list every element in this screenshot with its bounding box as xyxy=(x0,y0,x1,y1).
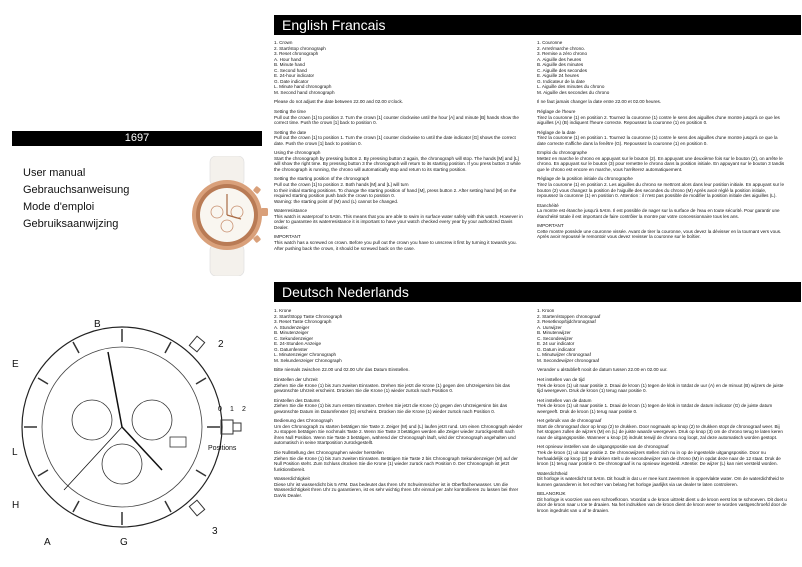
german-parts-list: 1. Krone 2. Start/Stopp Taste Chronograph 3. Reset Taste Chronograph A. Stundenzeiger B. Minutenzeiger C. Sekundenzeiger E. 24-Stunden Anzeige G. Datumfenster L. Minutenzeiger Chronograph M. Sekundenzeiger Chronograph xyxy=(274,308,343,363)
label-L: L xyxy=(12,447,18,458)
french-parts-list: 1. Couronne 2. Arret/marche chrono. 3. Remise a zéro chrono A. Aiguille des heures B. Aiguille des minutes C. Aiguille des secondes E. Aiguille 24 heures G. Indicateur de la date L. Aiguille des minutes du chrono M. Aiguille des secondes du chrono xyxy=(537,40,610,95)
dutch-setting-time: Het instellen van de tijd Trek de kroon (1) uit naar positie 2. Draai de kroon (1) tegen de klok in totdat de uur (A) en de minuut (B) wijzers de juiste tijd weergeven. Druk de kroon (1) terug naar positie 0. xyxy=(537,377,784,394)
french-important: IMPORTANT Cette montre possède une couronne vissée. Avant de tirer la couronne, vous devez la dévisser en la tournant vers vous. Après avoir repoussé le remontoir vous devez revisser la couronne sur le boîtier. xyxy=(537,223,782,240)
french-using-chronograph: Emploi du chronographe Mettez en marche le chrono en appuyant sur le bouton (2). En appuyant une deuxième fois sur le bouton (2), on arrête le chrono. En appuyant sur le bouton (3) pour remettre le chrono dans la position initiale. En appuyant sur le bouton 3 tandis que le chrono est encore en marche, vous l'arrêterez automatiquement. xyxy=(537,150,785,172)
english-waterresistance: Waterresistance This watch is waterproof to 5Atm. This means that you are able to swim in surface water safely with this watch. However in order to guarantee its waterresistance it is important to have your watch checked every year by your authorized Davis Dealer. xyxy=(274,208,523,230)
french-starting-position: Réglage de la position initiale du chronographe Tirez la couronne (1) en position 2. Les aiguilles du chrono se mettront alors dans leur position initiale. En appuyant sur le bouton (2) vous changez la position de l'aiguille des secondes du chrono (M) Après avoir réglé la position initiale, repoussez la couronne (1) en position 0. Attention : il n'est pas possible de modifier la position initiale des aiguilles (L). xyxy=(537,176,785,199)
french-setting-date: Réglage de la date Tirez la couronne (1) en position 1. Tournez la couronne (1) contre le sens des aiguilles d'une montre jusqu'à ce que la date correcte s'affiche dans la fenêtre (G). Repoussez la couronne (1) en position 0. xyxy=(537,129,778,146)
german-date-warning: Bitte niemals zwischen 22.00 und 02.00 Uhr das Datum Einstellen. xyxy=(274,367,410,373)
french-setting-time: Réglage de l'heure Tirez la couronne (1) en position 2. Tournez la couronne (1) contre le sens des aiguilles d'une montre jusqu'à ce que les aiguilles (A) (B) indiquent l'heure correcte. Repoussez la couronne (1) en position 0. xyxy=(537,109,780,126)
label-pos0: 0 xyxy=(218,406,222,413)
watch-diagram xyxy=(12,312,257,557)
section-title: Deutsch Nederlands xyxy=(282,284,409,300)
label-G: G xyxy=(120,537,128,548)
german-starting-position: Die Nullstellung des Chronographen wieder herstellen Ziehen Sie die Krone (1) bis zum zweiten Einrasten. Betätigen Sie Taste 2 bis Chronograph Sekundenzeiger (M) auf der Null Position steht. Zum Schluss drücken Sie die Krone (1) wieder zurück nach Position 0. Der Chronograph ist jetzt funktionsbereit. xyxy=(274,450,518,472)
german-using-chronograph: Bedienung des Chronograph Um den Chronograph zu starten betätigen Sie Taste 2. Zeiger (M) und (L) laufen jetzt rund. Um einen Chronograph wieder zu stoppen betätigen Sie nochmals Taste 2. Wenn Sie Taste 3 betätigen werden alle Zeiger wieder zurückgestellt nach ihren Null Position. Wenn Sie Taste 3 betätigen, während der Chronograph läuft, wird der Chronograph angehalten und automatisch in seine Startposition zurückgestellt. xyxy=(274,418,523,446)
english-setting-time: Setting the time Pull out the crown [1] to position 2. Turn the crown [1] counter clockwise until the hour [A] and minute [B] hands show the correct time. Push the crown [1] back to position 0. xyxy=(274,109,519,126)
dutch-parts-list: 1. Kroon 2. Starten/stoppen chronograaf 3. Resetknop/tijdchronograaf A. Uurwijzer B. Minutenwijzer C. Secondewijzer E. 24 uur indicator G. Datum indicator L. Minutwijzer chronograaf M. Secondewijzer chronograaf xyxy=(537,308,601,363)
label-H: H xyxy=(12,500,20,511)
dutch-date-warning: Verander u alstublieft nooit de datum tussen 22.00 en 02.00 uur. xyxy=(537,367,668,373)
german-setting-time: Einstellen der Uhrzeit Ziehen Sie die Krone (1) bis zum zweiten Einrasten. Drehen Sie jetzt die Krone (1) gegen den Uhrzeigersinn bis das gewünschte Uhrzeit erscheint. Drücken Sie die Krone (1) wieder zurück nach Position 0. xyxy=(274,377,510,394)
dutch-instructions xyxy=(537,308,787,518)
dutch-setting-date: Het instellen van de datum Trek de kroon (1) uit naar positie 1. Draai de kroon (1) tegen de klok in totdat de datum indicator (G) de juiste datum weergeeft. Druk de kroon (1) terug naar positie 0. xyxy=(537,397,773,414)
label-E: E xyxy=(12,359,19,370)
label-3: 3 xyxy=(212,526,218,537)
manual-title-german: Gebrauchsanweisung xyxy=(23,184,130,196)
manual-title-english: User manual xyxy=(23,167,86,179)
model-number: 1697 xyxy=(124,132,150,144)
french-date-warning: Il ne faut jamais changer la date entre 22.00 et 02.00 heures. xyxy=(537,99,662,105)
manual-title-french: Mode d'emploi xyxy=(23,201,95,213)
section-header-deutsch-nederlands xyxy=(274,282,801,302)
french-instructions xyxy=(537,40,787,244)
english-parts-list: 1. Crown 2. Start/stop chronograph 3. Reset chronograph A. Hour hand B. Minute hand C. Second hand E. 24-hour indicator G. Date indicator L. Minute hand chronograph M. Second hand chronograph xyxy=(274,40,335,95)
dutch-using-chronograph: Het gebruik van de chronograaf Start de chronograaf door op knop (2) te drukken. Door nogmaals op knop (2) te drukken stopt de chronograaf weer. Bij het stoppen zullen de wijzers (M) en (L) de juiste waarde weergeven. Druk op knop (3) om de chrono terug te laten keren naar de uitgangspositie. Wanneer u knop (3) indrukt terwijl de chrono nog loopt, zal deze automatisch worden gestopt. xyxy=(537,418,783,440)
label-pos1: 1 xyxy=(230,406,234,413)
label-A: A xyxy=(44,537,51,548)
dutch-important: BELANGRIJK Dit horloge is voorzien van een schroefkroon. Voordat u de kroon uittrekt dient u de kroon eerst los te schroeven. Dit doet u door de kroon naar u toe te draaien. Na het indrukken van de kroon dient de kroon weer te worden vastgeschroefd door de kroon ingedrukt van u af te draaien. xyxy=(537,491,787,513)
label-positions: Positions xyxy=(208,445,237,452)
german-waterresistance: Wasserdichtigkeit Diese Uhr ist wasserdicht bis 5 ATM. Das bedeutet das Ihren Uhr Schwimmsicher ist in Oberflächenwasser. Um die Wasserdichtigkeit Ihren Uhr zu garantieren, ist es sehr wichtig Ihren Uhr einmal per Jahr kontrollieren zu lassen bei Ihrer DaVis Dealer. xyxy=(274,476,519,498)
label-2: 2 xyxy=(218,339,224,350)
french-waterresistance: Etanchéité La montre est étanche jusqu'à 5Atm. Il est possible de nager sur la surface de l'eau en toute sécurité. Pour garantir une étanchéité totale il est important de faire contrôler la montre par votre concessionnaire tous les ans. xyxy=(537,202,780,219)
english-date-warning: Please do not adjust the date between 22.00 and 02.00 o'clock. xyxy=(274,99,404,105)
section-title: English Francais xyxy=(282,17,386,33)
english-setting-date: Setting the date Pull out the crown [1] to position 1. Turn the crown [1] counter clockwise to until the date indicator [G] shows the correct date. Push the crown [1] back to position 0. xyxy=(274,129,516,146)
watch-product-image xyxy=(183,156,273,276)
english-instructions xyxy=(274,40,524,255)
manual-title-dutch: Gebruiksaanwijzing xyxy=(23,218,119,230)
label-B: B xyxy=(94,319,101,330)
model-number-bar xyxy=(12,131,262,146)
dutch-starting-position: Het opnieuw instellen van de uitgangspositie van de chronograaf Trek de kroon (1) uit naar positie 2. De chronowijzers stellen zich nu in op de ingestelde uitgangspositie. Door nu herhaaldelijk op knop (2) te drukken stelt u de secondewijzer van de chrono (M) in opdat deze naar de 12 staat. Druk de kroon (1) terug naar positie 0. De chronograaf is nu opnieuw ingesteld. Attentie: De wijzer (L) kan niet versteld worden. xyxy=(537,444,781,467)
section-header-english-francais xyxy=(274,15,801,35)
english-using-chronograph: Using the chronograph Start the chronograph by pressing button 2. By pressing button 2 again, the chronograph will stop. The hands [M] and [L] will show the right time. By pressing button 3 the chronograph will return to its starting position. If you press button 3 while the chronograph is running, the chrono will automatically stop and return to its starting position. xyxy=(274,150,521,172)
dutch-waterresistance: Waterdichtheid Dit horloge is waterdicht tot 5Atm. Dit houdt in dat u er mee kunt zwemmen in oppervlakte water. Om de waterdichtheid te kunnen garanderen is het echter van belang het horloge jaarlijks via uw dealer te laten controleren. xyxy=(537,470,784,487)
german-setting-date: Einstellen des Datums Ziehen Sie die Krone (1) bis zum ersten Einrasten. Drehen Sie jetzt die Krone (1) gegen den Uhrzeigersinn bis das gewünschte Datum im Datumfenster (G) erscheint. Drücken Sie die Krone (1) wieder zurück nach Position 0. xyxy=(274,397,508,414)
label-pos2: 2 xyxy=(242,406,246,413)
manual-language-list xyxy=(23,165,129,233)
english-starting-position: Setting the starting position of the chronograph Pull out the crown [1] to position 2. Both hands [M] and [L] will turn to their initial starting positions. To change the starting position of hand [M], press button 2. After setting hand [M] on the required starting position push back the crown to position 0. Warning: the starting point of (M) and (L) cannot be changed. xyxy=(274,176,517,204)
german-instructions xyxy=(274,308,524,502)
english-important: IMPORTANT This watch has a screwed on crown. Before you pull out the crown you have to unscrew it first by turning it towards you. After pushing back the crown, it should be screwed back on the case. xyxy=(274,234,517,251)
